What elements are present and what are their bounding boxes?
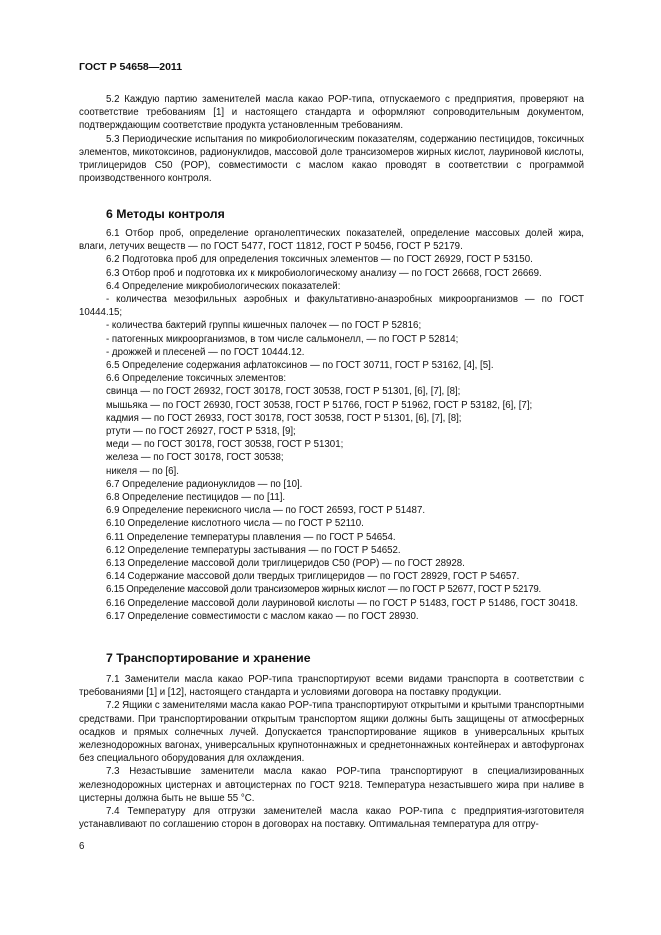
list-item: - дрожжей и плесеней — по ГОСТ 10444.12. — [106, 346, 305, 358]
list-item: ртути — по ГОСТ 26927, ГОСТ Р 5318, [9]; — [106, 426, 296, 438]
list-item: - количества мезофильных аэробных и факультативно-анаэробных микроорганизмов — по ГОСТ 10444.15; — [79, 294, 584, 319]
paragraph-6-17: 6.17 Определение совместимости с маслом какао — по ГОСТ 28930. — [106, 610, 419, 622]
paragraph-6-9: 6.9 Определение перекисного числа — по ГОСТ 26593, ГОСТ Р 51487. — [106, 505, 426, 517]
paragraph-6-16: 6.16 Определение массовой доли лауриновой кислоты — по ГОСТ Р 51483, ГОСТ Р 51486, ГОСТ 30418. — [106, 597, 578, 609]
paragraph-6-7: 6.7 Определение радионуклидов — по [10]. — [106, 478, 303, 490]
paragraph-6-4: 6.4 Определение микробиологических показателей: — [106, 280, 341, 292]
paragraph-5-2: 5.2 Каждую партию заменителей масла какао POP-типа, отпускаемого с предприятия, проверяют на соответствие требованиям [1] и настоящего стандарта и оформляют сопроводительным документом, подтверждающим соответствие продукта установленным требованиям. — [79, 94, 584, 132]
paragraph-6-2: 6.2 Подготовка проб для определения токсичных элементов — по ГОСТ 26929, ГОСТ Р 53150. — [106, 254, 533, 266]
section-5-body — [79, 93, 584, 185]
list-item: никеля — по [6]. — [106, 465, 179, 477]
paragraph-6-5: 6.5 Определение содержания афлатоксинов — по ГОСТ 30711, ГОСТ Р 53162, [4], [5]. — [106, 360, 494, 372]
paragraph-7-2: 7.2 Ящики с заменителями масла какао POP-типа транспортируют открытыми и крытыми транспортными средствами. При транспортировании открытым транспортом ящики должны быть защищены от атмосферных осадков и прямых солнечных лучей. Допускается транспортирование ящиков в универсальных крытых железнодорожных вагонах, универсальных крупнотоннажных и среднетоннажных контейнерах и автофургонах без специального оборудования для охлаждения. — [79, 700, 584, 765]
paragraph-6-3: 6.3 Отбор проб и подготовка их к микробиологическому анализу — по ГОСТ 26668, ГОСТ 26669. — [106, 267, 542, 279]
page-number: 6 — [79, 841, 85, 852]
list-item: мышьяка — по ГОСТ 26930, ГОСТ 30538, ГОСТ Р 51766, ГОСТ Р 51962, ГОСТ Р 53182, [6], [7]; — [106, 399, 533, 411]
paragraph-6-14: 6.14 Содержание массовой доли твердых триглицеридов — по ГОСТ 28929, ГОСТ Р 54657. — [106, 571, 520, 583]
document-header: ГОСТ Р 54658—2011 — [79, 61, 183, 73]
paragraph-7-4: 7.4 Температуру для отгрузки заменителей масла какао POP-типа с предприятия-изготовителя устанавливают по соглашению сторон в договорах на поставку. Оптимальная температура для отгру- — [79, 806, 584, 831]
paragraph-6-15: 6.15 Определение массовой доли трансизомеров жирных кислот — по ГОСТ Р 52677, ГОСТ Р 52179. — [106, 584, 541, 596]
paragraph-6-13: 6.13 Определение массовой доли триглицеридов С50 (POP) — по ГОСТ 28928. — [106, 558, 465, 570]
section-7-body — [79, 673, 584, 831]
list-item: свинца — по ГОСТ 26932, ГОСТ 30178, ГОСТ 30538, ГОСТ Р 51301, [6], [7], [8]; — [106, 386, 461, 398]
list-item: кадмия — по ГОСТ 26933, ГОСТ 30178, ГОСТ 30538, ГОСТ Р 51301, [6], [7], [8]; — [106, 412, 462, 424]
paragraph-6-6: 6.6 Определение токсичных элементов: — [106, 373, 287, 385]
section-6-body — [79, 227, 584, 623]
list-item: - патогенных микроорганизмов, в том числе сальмонелл, — по ГОСТ Р 52814; — [106, 333, 459, 345]
paragraph-6-11: 6.11 Определение температуры плавления — по ГОСТ Р 54654. — [106, 531, 396, 543]
paragraph-6-12: 6.12 Определение температуры застывания — по ГОСТ Р 54652. — [106, 544, 401, 556]
paragraph-7-1: 7.1 Заменители масла какао POP-типа транспортируют всеми видами транспорта в соответствии с требованиями [1] и [12], настоящего стандарта и условиями договора на поставку продукции. — [79, 674, 584, 699]
list-item: меди — по ГОСТ 30178, ГОСТ 30538, ГОСТ Р 51301; — [106, 439, 344, 451]
list-item: железа — по ГОСТ 30178, ГОСТ 30538; — [106, 452, 284, 464]
paragraph-6-1: 6.1 Отбор проб, определение органолептических показателей, определение массовых долей жира, влаги, летучих веществ — по ГОСТ 5477, ГОСТ 11812, ГОСТ Р 50456, ГОСТ Р 52179. — [79, 228, 584, 253]
paragraph-6-8: 6.8 Определение пестицидов — по [11]. — [106, 492, 286, 504]
paragraph-6-10: 6.10 Определение кислотного числа — по ГОСТ Р 52110. — [106, 518, 364, 530]
list-item: - количества бактерий группы кишечных палочек — по ГОСТ Р 52816; — [106, 320, 422, 332]
paragraph-7-3: 7.3 Незастывшие заменители масла какао POP-типа транспортируют в специализированных железнодорожных цистернах и автоцистернах по ГОСТ 9218. Температура незастывшего жира при наливе в цистерны должна быть не выше 55 °С. — [79, 766, 584, 804]
section-7-heading: 7 Транспортирование и хранение — [106, 651, 311, 665]
section-6-heading: 6 Методы контроля — [106, 207, 225, 221]
paragraph-5-3: 5.3 Периодические испытания по микробиологическим показателям, содержанию пестицидов, токсичных элементов, микотоксинов, радионуклидов, массовой доле трансизомеров жирных кислот, лауриновой кислоты, триглицеридов С50 (POP), совместимости с маслом какао проводят в соответствии с программой производственного контроля. — [79, 133, 584, 185]
